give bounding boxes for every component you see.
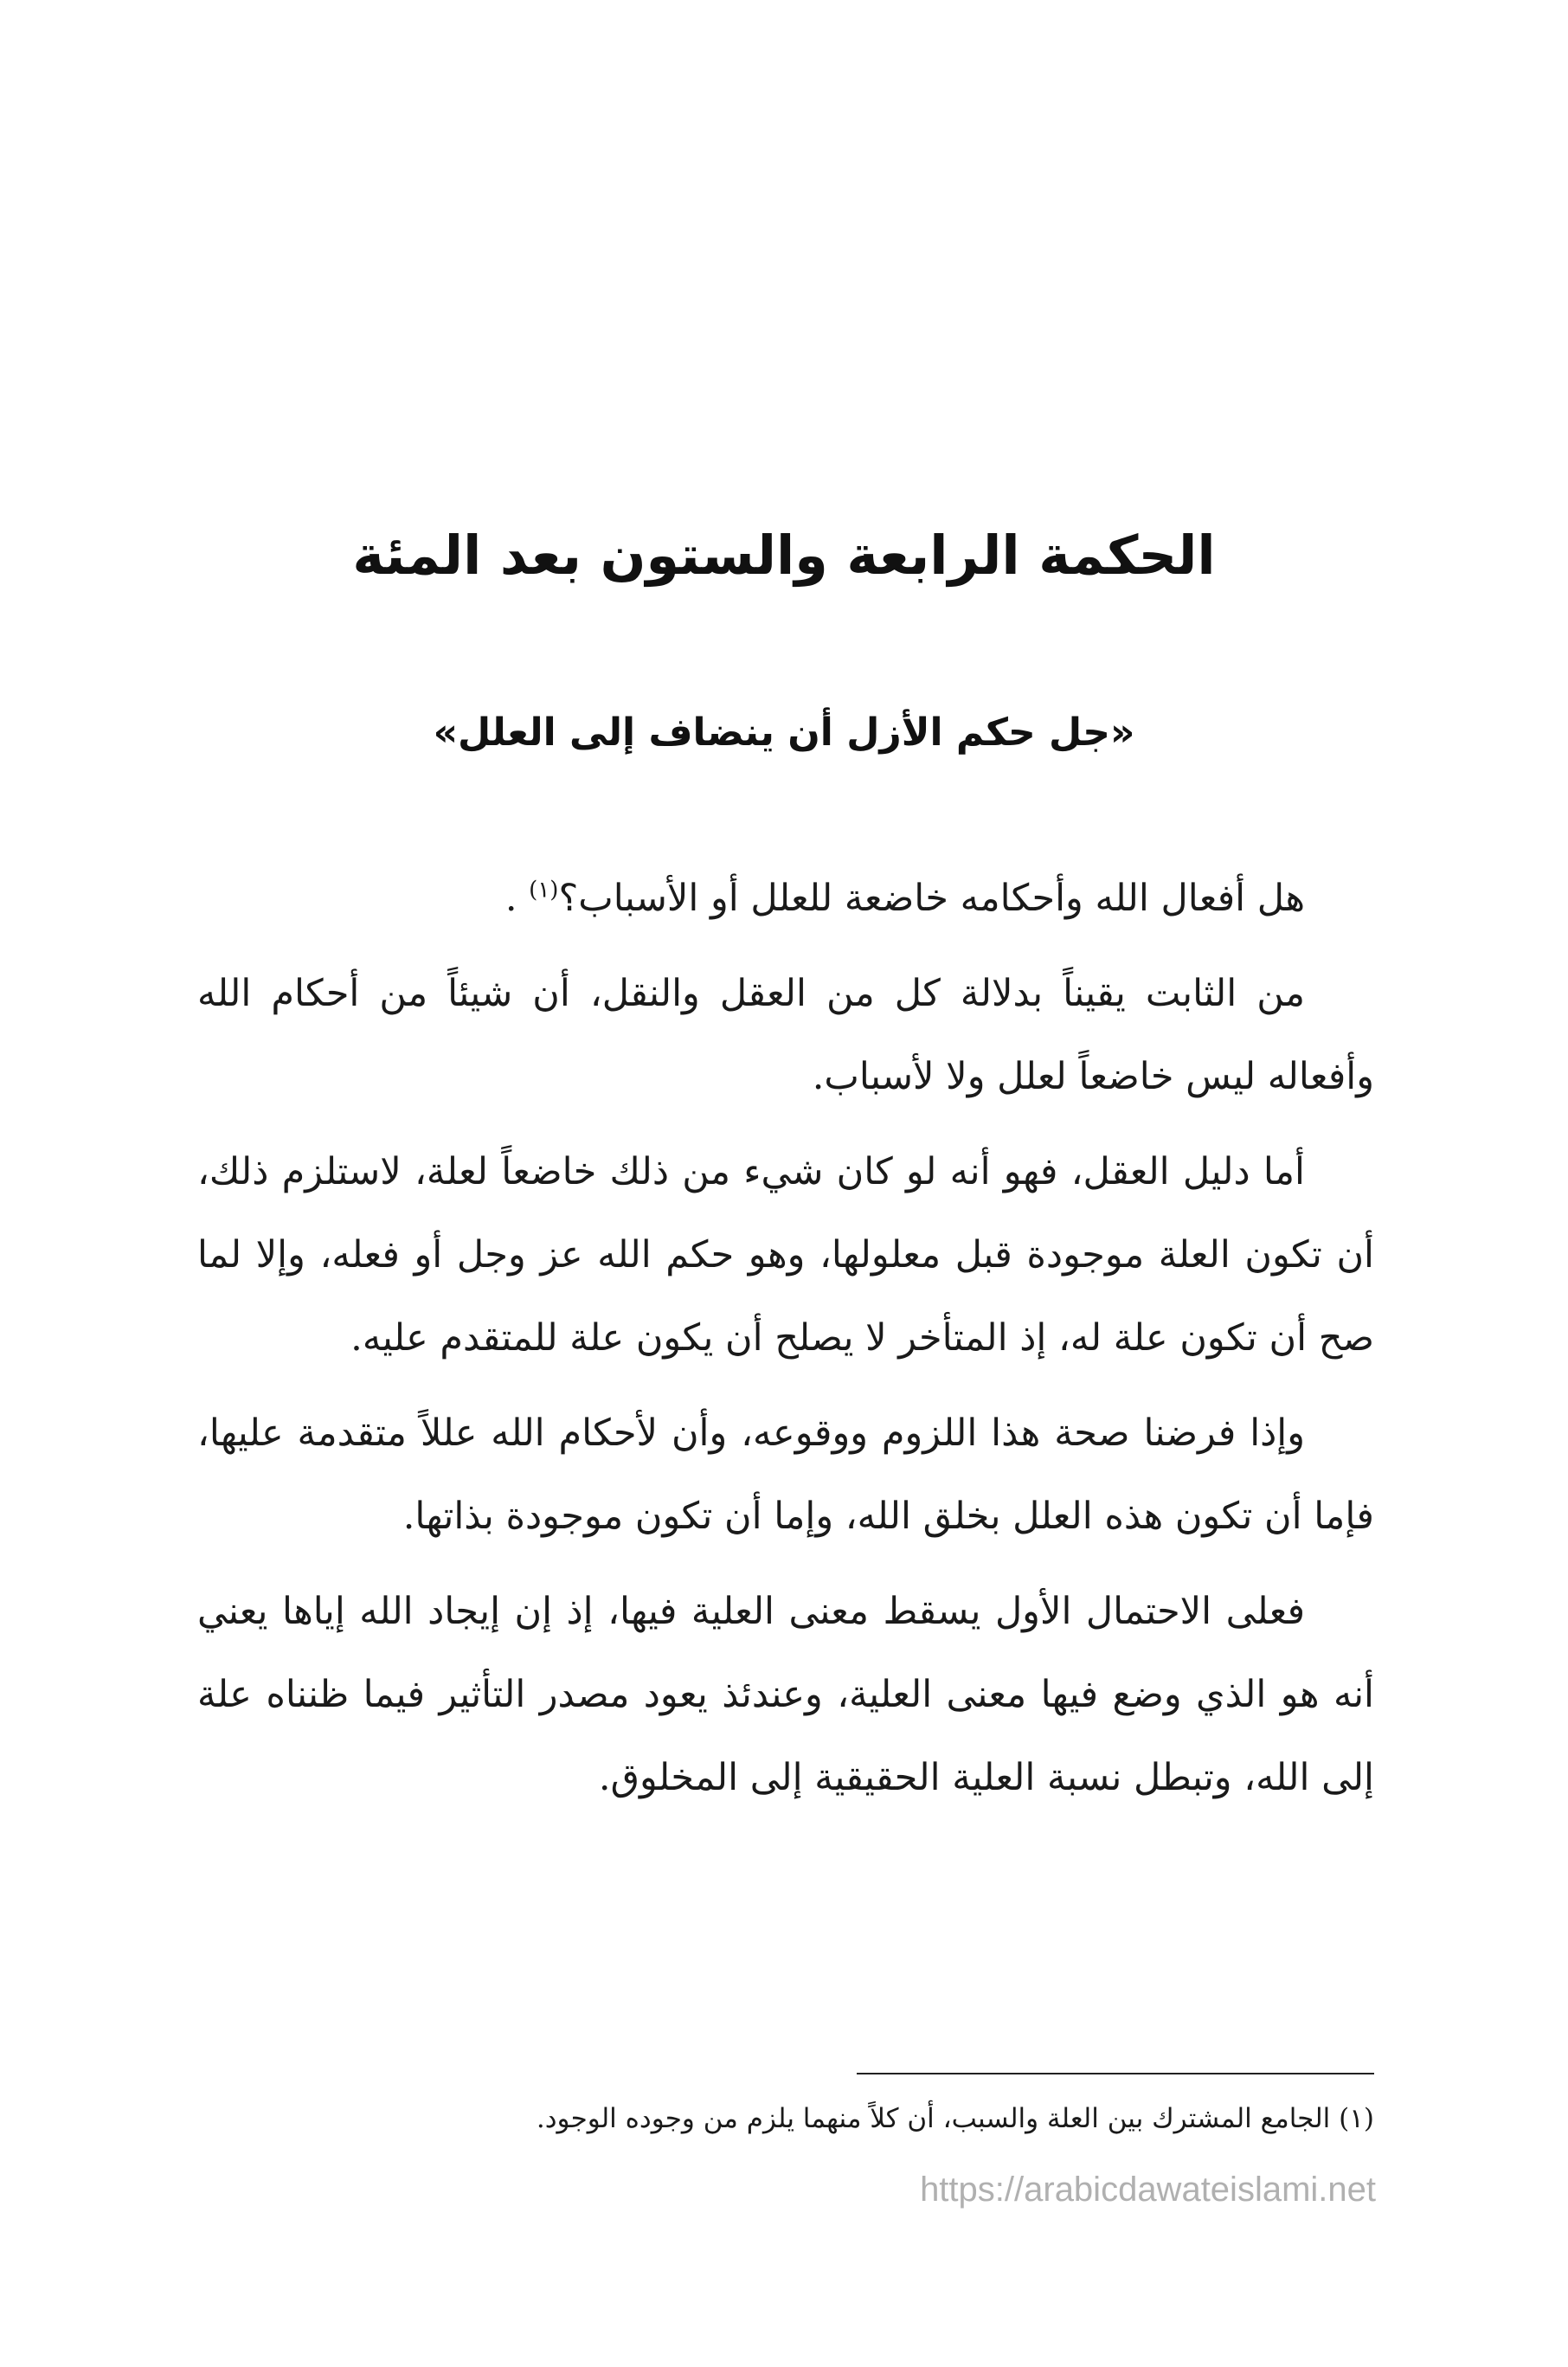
paragraph: وإذا فرضنا صحة هذا اللزوم ووقوعه، وأن لأحكام الله عللاً متقدمة عليها، فإما أن تكون هذه العلل بخلق الله، وإما أن تكون موجودة بذاتها. [197,1412,1374,1538]
paragraph [197,857,1374,940]
paragraph: من الثابت يقيناً بدلالة كل من العقل والنقل، أن شيئاً من أحكام الله وأفعاله ليس خاضعاً لعلل ولا لأسباب. [197,972,1374,1098]
footnote [197,2094,1374,2143]
footnote-reference: (١) [529,877,559,904]
chapter-subtitle: «جل حكم الأزل أن ينضاف إلى العلل» [433,710,1135,755]
body-text [197,857,1374,1831]
paragraph: أما دليل العقل، فهو أنه لو كان شيء من ذلك خاضعاً لعلة، لاستلزم ذلك، أن تكون العلة موجودة قبل معلولها، وهو حكم الله عز وجل أو فعله، وإلا لما صح أن تكون علة له، إذ المتأخر لا يصلح أن يكون علة للمتقدم عليه. [197,1150,1374,1360]
footnote-marker: (١) [1339,2103,1374,2134]
watermark-url: https://arabicdawateislami.net [920,2171,1376,2209]
paragraph-trailing: . [504,877,530,920]
paragraph-text: هل أفعال الله وأحكامه خاضعة للعلل أو الأسباب؟ [558,877,1305,920]
footnote-text: الجامع المشترك بين العلة والسبب، أن كلاً منهما يلزم من وجوده الوجود. [536,2103,1331,2134]
footnote-divider [857,2073,1374,2074]
paragraph: فعلى الاحتمال الأول يسقط معنى العلية فيها، إذ إن إيجاد الله إياها يعني أنه هو الذي وضع فيها معنى العلية، وعندئذ يعود مصدر التأثير فيما ظنناه علة إلى الله، وتبطل نسبة العلية الحقيقية إلى المخلوق. [197,1590,1374,1799]
chapter-title: الحكمة الرابعة والستون بعد المئة [352,523,1216,587]
